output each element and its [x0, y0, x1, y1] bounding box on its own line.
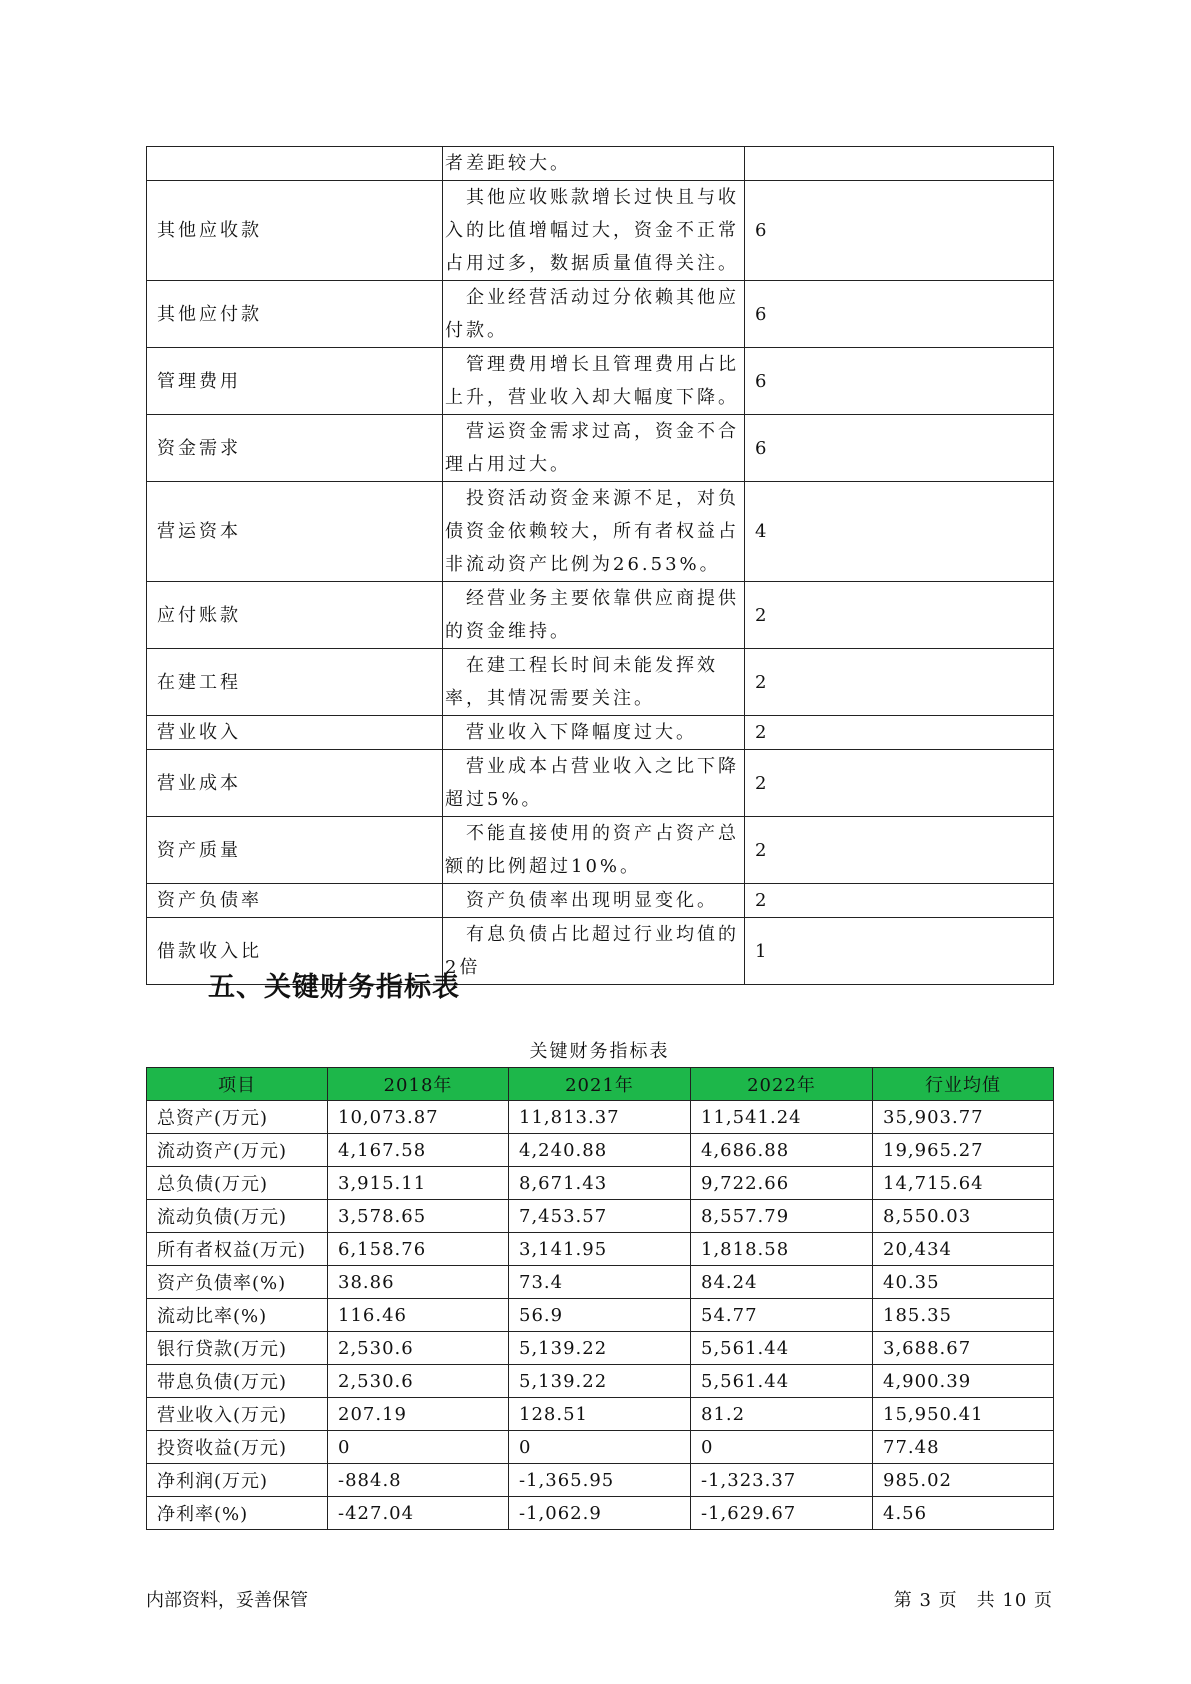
risk-item-cell: 资产负债率: [147, 884, 443, 918]
indicator-value-cell: 5,561.44: [691, 1365, 873, 1398]
indicator-value-cell: 128.51: [509, 1398, 691, 1431]
indicator-value-cell: -427.04: [328, 1497, 509, 1530]
table-row: [147, 181, 1054, 281]
column-header: 2022年: [691, 1068, 873, 1101]
indicator-value-cell: 8,557.79: [691, 1200, 873, 1233]
indicator-value-cell: 15,950.41: [873, 1398, 1054, 1431]
risk-table-body: [147, 147, 1054, 985]
indicator-name-cell: 流动比率(%): [147, 1299, 328, 1332]
risk-score-cell: 2: [745, 817, 1054, 884]
footer-confidential-note: 内部资料，妥善保管: [146, 1590, 308, 1611]
column-header: 行业均值: [873, 1068, 1054, 1101]
risk-score-cell: 2: [745, 884, 1054, 918]
risk-item-cell: 其他应付款: [147, 281, 443, 348]
indicator-value-cell: 3,915.11: [328, 1167, 509, 1200]
indicator-value-cell: 5,561.44: [691, 1332, 873, 1365]
indicator-value-cell: 985.02: [873, 1464, 1054, 1497]
indicator-value-cell: -1,365.95: [509, 1464, 691, 1497]
indicator-value-cell: 4,686.88: [691, 1134, 873, 1167]
indicator-name-cell: 净利润(万元): [147, 1464, 328, 1497]
risk-item-cell: 营运资本: [147, 482, 443, 582]
risk-description-cell: 投资活动资金来源不足，对负债资金依赖较大，所有者权益占非流动资产比例为26.53%。: [443, 482, 745, 582]
table-row: [147, 582, 1054, 649]
risk-score-cell: 6: [745, 181, 1054, 281]
table-row: [147, 1398, 1054, 1431]
indicator-value-cell: 1,818.58: [691, 1233, 873, 1266]
indicator-value-cell: 8,671.43: [509, 1167, 691, 1200]
table-row: [147, 147, 1054, 181]
table-row: [147, 348, 1054, 415]
risk-score-cell: 2: [745, 649, 1054, 716]
table-row: [147, 1233, 1054, 1266]
risk-item-cell: 管理费用: [147, 348, 443, 415]
column-header: 2018年: [328, 1068, 509, 1101]
indicator-name-cell: 资产负债率(%): [147, 1266, 328, 1299]
indicator-value-cell: 84.24: [691, 1266, 873, 1299]
risk-description-cell: 企业经营活动过分依赖其他应付款。: [443, 281, 745, 348]
column-header: 项目: [147, 1068, 328, 1101]
indicator-value-cell: 3,578.65: [328, 1200, 509, 1233]
risk-item-cell: 资金需求: [147, 415, 443, 482]
table-row: [147, 1167, 1054, 1200]
indicator-value-cell: 81.2: [691, 1398, 873, 1431]
risk-score-cell: 2: [745, 750, 1054, 817]
risk-description-cell: 有息负债占比超过行业均值的2倍: [443, 918, 745, 985]
indicator-value-cell: -884.8: [328, 1464, 509, 1497]
indicator-value-cell: 0: [509, 1431, 691, 1464]
indicator-value-cell: 14,715.64: [873, 1167, 1054, 1200]
indicator-value-cell: 38.86: [328, 1266, 509, 1299]
indicator-name-cell: 投资收益(万元): [147, 1431, 328, 1464]
indicator-value-cell: 4,240.88: [509, 1134, 691, 1167]
risk-item-cell: 营业成本: [147, 750, 443, 817]
indicator-value-cell: 2,530.6: [328, 1332, 509, 1365]
table-row: [147, 884, 1054, 918]
financial-indicators-table: [146, 1067, 1054, 1530]
table-row: [147, 1266, 1054, 1299]
risk-item-cell: 其他应收款: [147, 181, 443, 281]
risk-description-cell: 者差距较大。: [443, 147, 745, 181]
indicator-value-cell: 77.48: [873, 1431, 1054, 1464]
table-row: [147, 415, 1054, 482]
risk-score-cell: 6: [745, 415, 1054, 482]
indicator-value-cell: 35,903.77: [873, 1101, 1054, 1134]
indicator-value-cell: 116.46: [328, 1299, 509, 1332]
risk-item-cell: 在建工程: [147, 649, 443, 716]
table-row: [147, 1332, 1054, 1365]
table-header-row: [147, 1068, 1054, 1101]
indicator-name-cell: 流动负债(万元): [147, 1200, 328, 1233]
indicator-value-cell: -1,323.37: [691, 1464, 873, 1497]
indicator-value-cell: -1,629.67: [691, 1497, 873, 1530]
indicator-value-cell: 4.56: [873, 1497, 1054, 1530]
indicator-name-cell: 总负债(万元): [147, 1167, 328, 1200]
risk-description-cell: 管理费用增长且管理费用占比上升，营业收入却大幅度下降。: [443, 348, 745, 415]
table-row: [147, 750, 1054, 817]
indicator-value-cell: 7,453.57: [509, 1200, 691, 1233]
indicator-name-cell: 净利率(%): [147, 1497, 328, 1530]
risk-description-cell: 营业成本占营业收入之比下降超过5%。: [443, 750, 745, 817]
table-row: [147, 482, 1054, 582]
table-row: [147, 1464, 1054, 1497]
indicator-value-cell: -1,062.9: [509, 1497, 691, 1530]
table-row: [147, 1134, 1054, 1167]
risk-description-cell: 不能直接使用的资产占资产总额的比例超过10%。: [443, 817, 745, 884]
risk-score-cell: 6: [745, 348, 1054, 415]
risk-score-cell: 6: [745, 281, 1054, 348]
indicator-value-cell: 11,541.24: [691, 1101, 873, 1134]
table-row: [147, 649, 1054, 716]
risk-description-cell: 资产负债率出现明显变化。: [443, 884, 745, 918]
indicator-value-cell: 207.19: [328, 1398, 509, 1431]
table-row: [147, 281, 1054, 348]
indicator-value-cell: 4,900.39: [873, 1365, 1054, 1398]
risk-item-cell: 资产质量: [147, 817, 443, 884]
table-row: [147, 1200, 1054, 1233]
indicator-value-cell: 0: [691, 1431, 873, 1464]
indicator-value-cell: 10,073.87: [328, 1101, 509, 1134]
indicator-value-cell: 11,813.37: [509, 1101, 691, 1134]
indicator-value-cell: 73.4: [509, 1266, 691, 1299]
indicator-value-cell: 0: [328, 1431, 509, 1464]
indicator-value-cell: 185.35: [873, 1299, 1054, 1332]
indicator-name-cell: 总资产(万元): [147, 1101, 328, 1134]
risk-score-cell: 1: [745, 918, 1054, 985]
indicator-value-cell: 19,965.27: [873, 1134, 1054, 1167]
table-row: [147, 1431, 1054, 1464]
indicator-value-cell: 40.35: [873, 1266, 1054, 1299]
indicator-name-cell: 银行贷款(万元): [147, 1332, 328, 1365]
indicator-value-cell: 2,530.6: [328, 1365, 509, 1398]
indicator-name-cell: 带息负债(万元): [147, 1365, 328, 1398]
risk-table: [146, 146, 1054, 985]
risk-description-cell: 营运资金需求过高，资金不合理占用过大。: [443, 415, 745, 482]
table-row: [147, 817, 1054, 884]
indicator-value-cell: 8,550.03: [873, 1200, 1054, 1233]
risk-item-cell: 应付账款: [147, 582, 443, 649]
indicator-value-cell: 4,167.58: [328, 1134, 509, 1167]
indicator-value-cell: 20,434: [873, 1233, 1054, 1266]
section-heading: 五、关键财务指标表: [208, 972, 460, 1003]
table-caption: 关键财务指标表: [529, 1041, 670, 1062]
indicator-value-cell: 9,722.66: [691, 1167, 873, 1200]
indicator-name-cell: 所有者权益(万元): [147, 1233, 328, 1266]
table-row: [147, 1101, 1054, 1134]
risk-score-cell: 4: [745, 482, 1054, 582]
indicator-value-cell: 5,139.22: [509, 1365, 691, 1398]
risk-item-cell: 营业收入: [147, 716, 443, 750]
risk-score-cell: [745, 147, 1054, 181]
indicator-name-cell: 营业收入(万元): [147, 1398, 328, 1431]
risk-item-cell: 借款收入比: [147, 918, 443, 985]
risk-score-cell: 2: [745, 716, 1054, 750]
financial-table-body: [147, 1101, 1054, 1530]
indicator-name-cell: 流动资产(万元): [147, 1134, 328, 1167]
indicator-value-cell: 6,158.76: [328, 1233, 509, 1266]
table-row: [147, 716, 1054, 750]
footer-page-number: 第 3 页 共 10 页: [893, 1590, 1053, 1611]
indicator-value-cell: 5,139.22: [509, 1332, 691, 1365]
table-row: [147, 1299, 1054, 1332]
indicator-value-cell: 3,688.67: [873, 1332, 1054, 1365]
risk-item-cell: [147, 147, 443, 181]
indicator-value-cell: 56.9: [509, 1299, 691, 1332]
indicator-value-cell: 54.77: [691, 1299, 873, 1332]
risk-description-cell: 其他应收账款增长过快且与收入的比值增幅过大，资金不正常占用过多，数据质量值得关注。: [443, 181, 745, 281]
risk-description-cell: 经营业务主要依靠供应商提供的资金维持。: [443, 582, 745, 649]
table-row: [147, 1497, 1054, 1530]
risk-description-cell: 营业收入下降幅度过大。: [443, 716, 745, 750]
risk-description-cell: 在建工程长时间未能发挥效率，其情况需要关注。: [443, 649, 745, 716]
column-header: 2021年: [509, 1068, 691, 1101]
indicator-value-cell: 3,141.95: [509, 1233, 691, 1266]
risk-score-cell: 2: [745, 582, 1054, 649]
table-row: [147, 1365, 1054, 1398]
